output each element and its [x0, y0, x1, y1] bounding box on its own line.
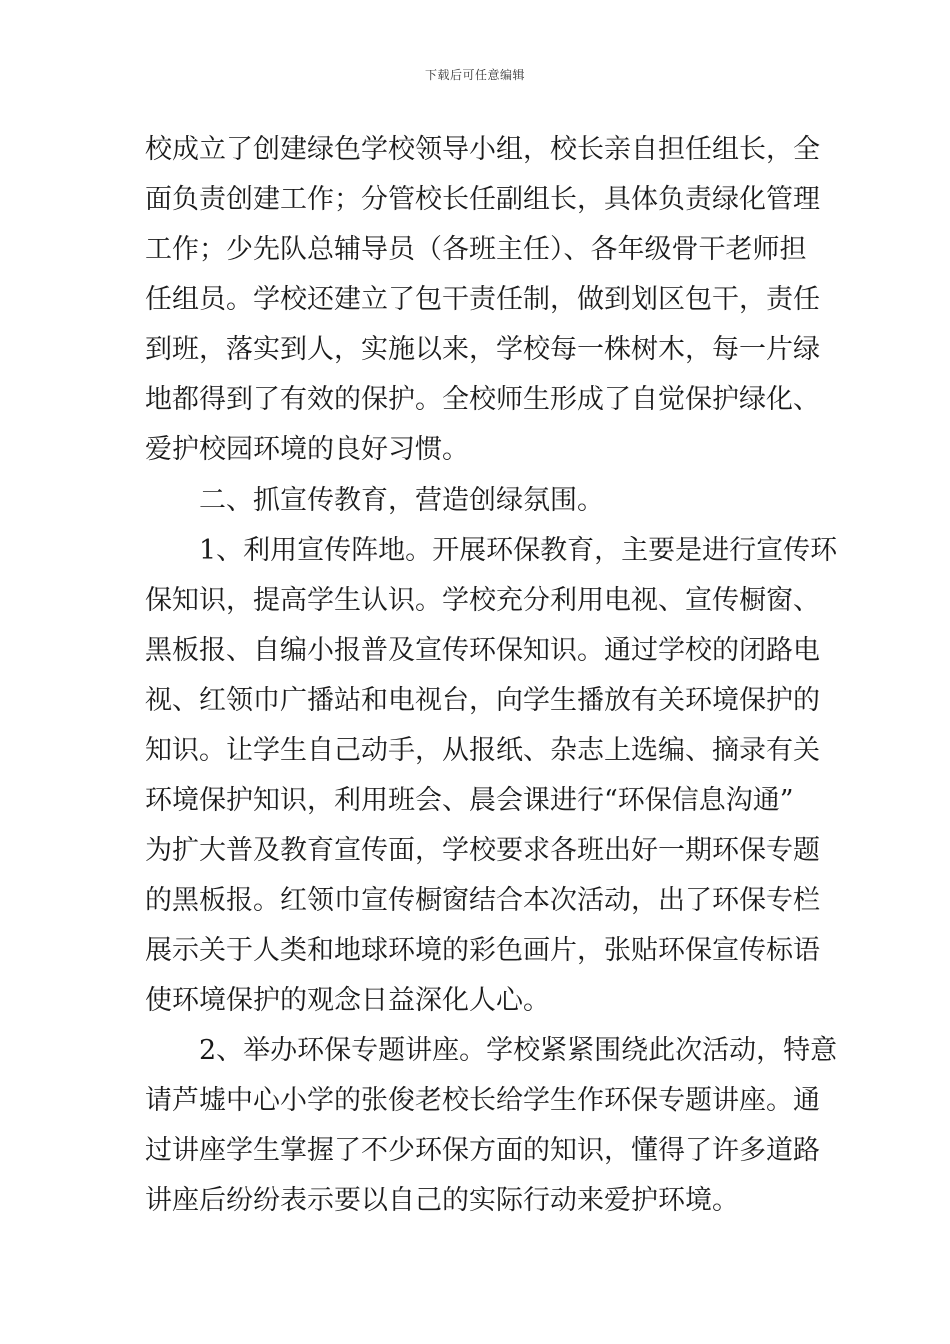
body-line: 保知识，提高学生认识。学校充分利用电视、宣传橱窗、	[145, 585, 820, 616]
body-line: 使环境保护的观念日益深化人心。	[145, 985, 550, 1016]
body-line: 校成立了创建绿色学校领导小组，校长亲自担任组长，全	[145, 134, 820, 165]
body-line: 面负责创建工作；分管校长任副组长，具体负责绿化管理	[145, 184, 820, 215]
body-line: 的黑板报。红领巾宣传橱窗结合本次活动，出了环保专栏	[145, 885, 820, 916]
body-line: 知识。让学生自己动手，从报纸、杂志上选编、摘录有关	[145, 735, 820, 766]
body-line: 环境保护知识，利用班会、晨会课进行“环保信息沟通”	[145, 785, 794, 816]
body-line: 地都得到了有效的保护。全校师生形成了自觉保护绿化、	[145, 384, 820, 415]
body-line: 爱护校园环境的良好习惯。	[145, 434, 469, 465]
page-header: 下载后可任意编辑	[424, 68, 525, 82]
body-line: 请芦墟中心小学的张俊老校长给学生作环保专题讲座。通	[145, 1085, 820, 1116]
body-line: 讲座后纷纷表示要以自己的实际行动来爱护环境。	[145, 1185, 739, 1216]
body-line: 黑板报、自编小报普及宣传环保知识。通过学校的闭路电	[145, 635, 820, 666]
body-line: 展示关于人类和地球环境的彩色画片，张贴环保宣传标语	[145, 935, 820, 966]
body-line: 视、红领巾广播站和电视台，向学生播放有关环境保护的	[145, 685, 820, 716]
section-heading: 二、抓宣传教育，营造创绿氛围。	[145, 485, 604, 516]
body-line: 过讲座学生掌握了不少环保方面的知识，懂得了许多道路	[145, 1135, 820, 1166]
body-line: 工作；少先队总辅导员（各班主任）、各年级骨干老师担	[145, 234, 807, 265]
body-line: 2、举办环保专题讲座。学校紧紧围绕此次活动，特意	[145, 1035, 838, 1066]
body-line: 到班，落实到人，实施以来，学校每一株树木，每一片绿	[145, 334, 820, 365]
body-line: 任组员。学校还建立了包干责任制，做到划区包干，责任	[145, 284, 820, 315]
body-line: 为扩大普及教育宣传面，学校要求各班出好一期环保专题	[145, 835, 820, 866]
body-line: 1、利用宣传阵地。开展环保教育，主要是进行宣传环	[145, 535, 838, 566]
